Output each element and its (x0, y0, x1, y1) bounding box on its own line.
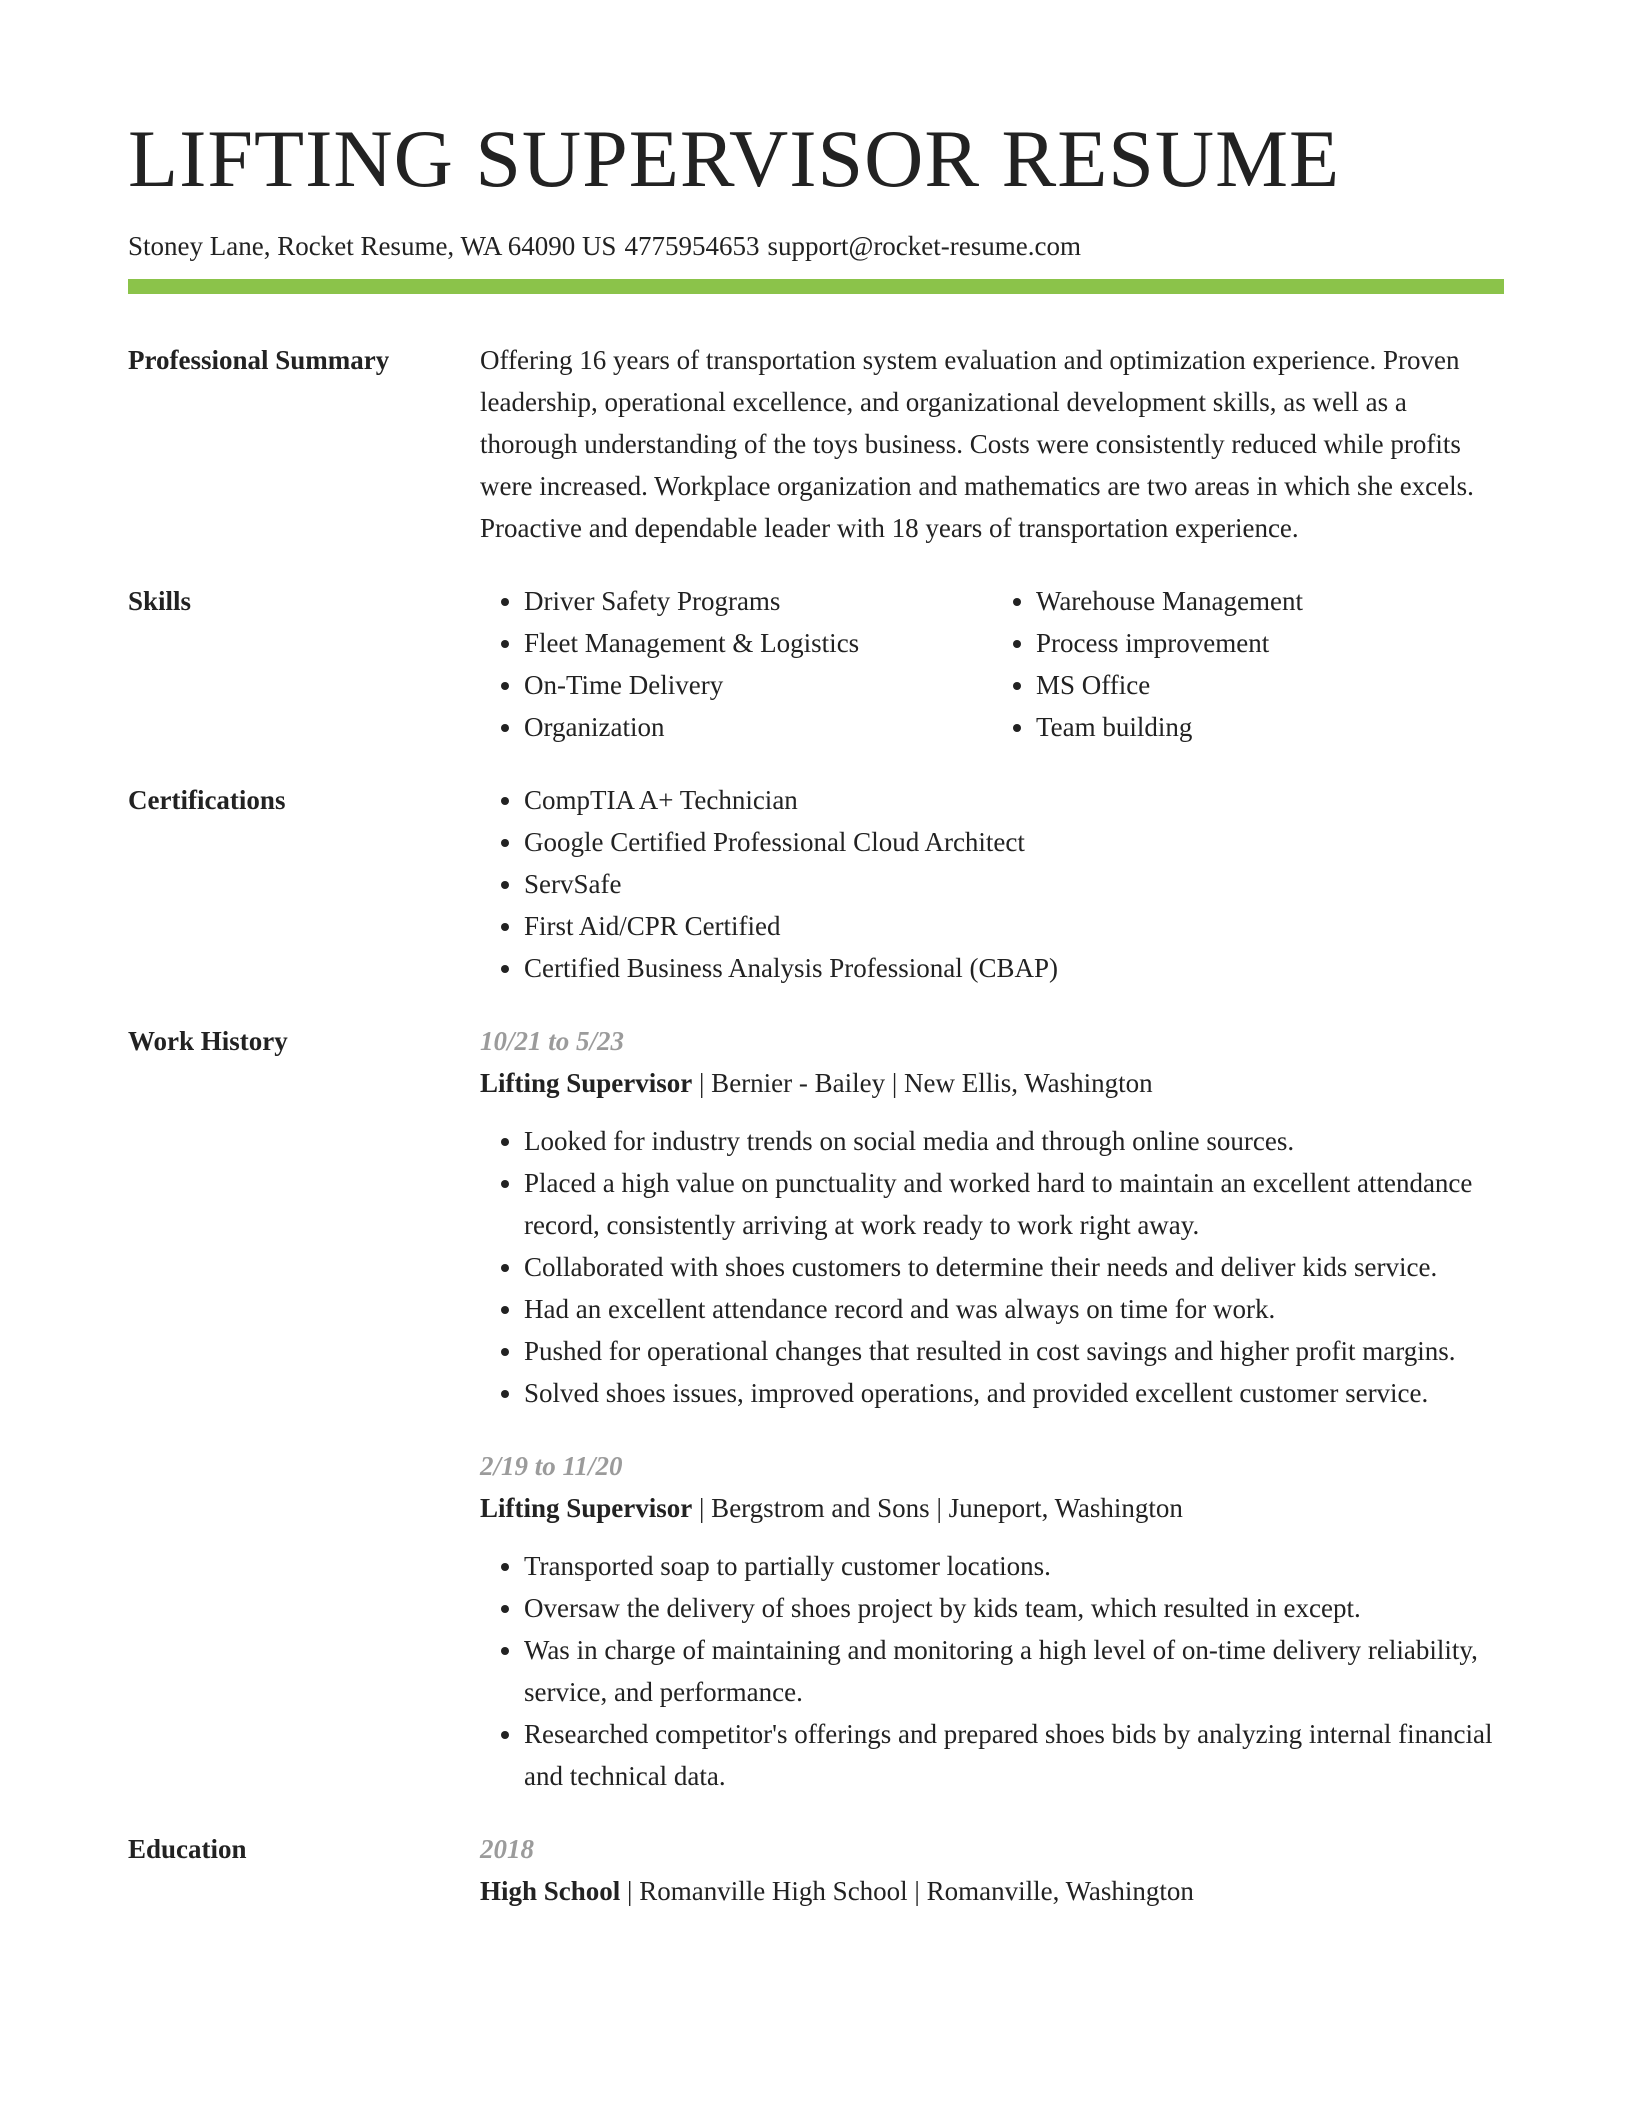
job-bullet: • Collaborated with shoes customers to determine their needs and deliver kids service. (524, 1246, 1504, 1288)
job-bullets (480, 1120, 1504, 1414)
job-bullet: • Placed a high value on punctuality and worked hard to maintain an excellent attendance record, consistently arriving at work ready to work right away. (524, 1162, 1504, 1246)
certification-item: • ServSafe (524, 863, 1504, 905)
job-details: | Bernier - Bailey | New Ellis, Washington (692, 1068, 1153, 1099)
job-details: | Bergstrom and Sons | Juneport, Washington (692, 1493, 1183, 1524)
job-title: Lifting Supervisor (480, 1068, 693, 1099)
summary-text: Offering 16 years of transportation system evaluation and optimization experience. Proven leadership, operational excellence, and organizational development skills, as well as a thorough understanding of the toys business. Costs were consistently reduced while profits were increased. Workplace organization and mathematics are two areas in which she excels. Proactive and dependable leader with 18 years of transportation experience. (480, 345, 1474, 544)
skill-item: • MS Office (1036, 664, 1504, 706)
job-bullet: • Pushed for operational changes that resulted in cost savings and higher profit margins. (524, 1330, 1504, 1372)
job-role-line (480, 1062, 1504, 1104)
job-title: Lifting Supervisor (480, 1493, 693, 1524)
section-skills (128, 580, 1504, 748)
summary-content (480, 339, 1504, 549)
certifications-list (480, 779, 1504, 989)
skill-item: • Team building (1036, 706, 1504, 748)
contact-email: support@rocket-resume.com (767, 231, 1081, 261)
skill-item: • Organization (524, 706, 992, 748)
education-year: 2018 (480, 1834, 534, 1865)
work-history-content (480, 1020, 1504, 1797)
header-divider (128, 279, 1504, 294)
skills-content (480, 580, 1504, 748)
job-entry (480, 1020, 1504, 1414)
job-dates: 2/19 to 11/20 (480, 1451, 623, 1482)
education-degree: High School (480, 1876, 621, 1907)
section-summary (128, 339, 1504, 549)
education-content (480, 1828, 1504, 1912)
certification-item: • Google Certified Professional Cloud Architect (524, 821, 1504, 863)
contact-line (128, 230, 1504, 262)
section-certifications (128, 779, 1504, 989)
section-label-education: Education (128, 1834, 247, 1865)
job-bullet: • Transported soap to partially customer locations. (524, 1545, 1504, 1587)
contact-phone: 4775954653 (624, 231, 760, 261)
resume-title: LIFTING SUPERVISOR RESUME (128, 113, 1341, 204)
skills-list-left (480, 580, 992, 748)
skill-item: • Process improvement (1036, 622, 1504, 664)
certification-item: • Certified Business Analysis Professional (CBAP) (524, 947, 1504, 989)
contact-address: Stoney Lane, Rocket Resume, WA 64090 US (128, 231, 617, 261)
job-bullets (480, 1545, 1504, 1797)
job-bullet: • Had an excellent attendance record and was always on time for work. (524, 1288, 1504, 1330)
education-line (480, 1870, 1504, 1912)
section-education (128, 1828, 1504, 1912)
certification-item: • First Aid/CPR Certified (524, 905, 1504, 947)
certification-item: • CompTIA A+ Technician (524, 779, 1504, 821)
job-role-line (480, 1487, 1504, 1529)
education-details: | Romanville High School | Romanville, Washington (620, 1876, 1194, 1907)
section-label-summary: Professional Summary (128, 345, 390, 376)
section-label-skills: Skills (128, 586, 192, 617)
section-label-work-history: Work History (128, 1026, 288, 1057)
certifications-content (480, 779, 1504, 989)
skill-item: • Warehouse Management (1036, 580, 1504, 622)
job-entry (480, 1445, 1504, 1797)
skill-item: • Fleet Management & Logistics (524, 622, 992, 664)
job-bullet: • Was in charge of maintaining and monitoring a high level of on-time delivery reliability, service, and performance. (524, 1629, 1504, 1713)
skill-item: • On-Time Delivery (524, 664, 992, 706)
section-label-certifications: Certifications (128, 785, 286, 816)
job-bullet: • Solved shoes issues, improved operations, and provided excellent customer service. (524, 1372, 1504, 1414)
skills-list-right (992, 580, 1504, 748)
section-work-history (128, 1020, 1504, 1797)
job-bullet: • Oversaw the delivery of shoes project by kids team, which resulted in except. (524, 1587, 1504, 1629)
job-dates: 10/21 to 5/23 (480, 1026, 625, 1057)
job-bullet: • Looked for industry trends on social media and through online sources. (524, 1120, 1504, 1162)
skill-item: • Driver Safety Programs (524, 580, 992, 622)
job-bullet: • Researched competitor's offerings and prepared shoes bids by analyzing internal financial and technical data. (524, 1713, 1504, 1797)
